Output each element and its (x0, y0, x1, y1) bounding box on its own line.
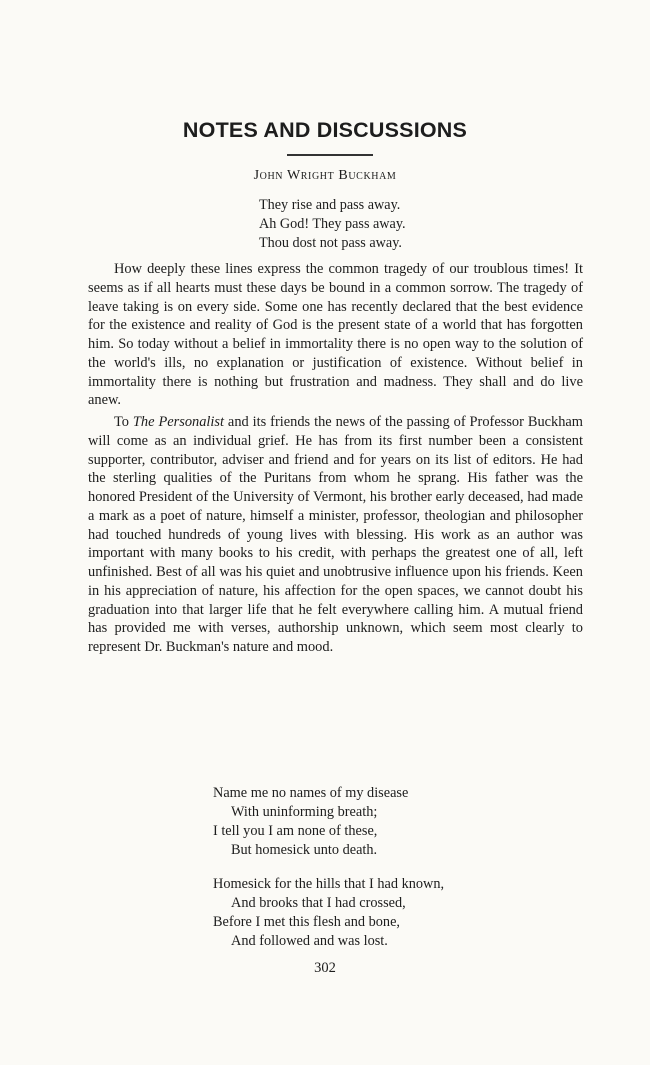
verse-line: And followed and was lost. (231, 933, 388, 949)
article-body (88, 260, 583, 660)
verse-stanza-1 (213, 784, 408, 860)
section-title: NOTES AND DISCUSSIONS (182, 118, 468, 142)
author-name: John Wright Buckham (253, 168, 397, 183)
verse-line: Name me no names of my disease (213, 785, 409, 801)
epigraph-line: Thou dost not pass away. (259, 235, 402, 251)
verse-line: I tell you I am none of these, (213, 823, 378, 839)
paragraph-1: How deeply these lines express the common tragedy of our troublous times! It seems as if all hearts must these days be bound in a common sorrow. The tragedy of leave taking is on every side. Some one has recently declared that the best evidence for the existence and reality of God is the present state of a world that has forgotten him. So today without a belief in immortality there is no open way to the solution of the world's ills, no explanation or justification of existence. Without belief in immortality there is nothing but frustration and madness. They shall and do live anew. (88, 261, 583, 409)
paragraph-2-rest: and its friends the news of the passing of Professor Buckham will come as an individual grief. He has from its first number been a consistent supporter, contributor, adviser and friend and for years on its list of editors. He had the sterling qualities of the Puritans from whom he sprang. His father was the honored President of the University of Vermont, his brother early deceased, had made a mark as a poet of nature, himself a minister, professor, theologian and philosopher had touched hundreds of young lives with blessing. His work as an author was important with many books to his credit, with perhaps the greatest one of all, left unfinished. Best of all was his quiet and unobtrusive influence upon his friends. Keen in his appreciation of nature, his affection for the open spaces, we cannot doubt his graduation into that larger life that he felt everywhere calling him. A mutual friend has provided me with verses, authorship unknown, which seem most clearly to represent Dr. Buckman's nature and mood. (88, 414, 583, 655)
epigraph (259, 196, 406, 253)
verse-line: And brooks that I had crossed, (231, 895, 406, 911)
paragraph-2 (88, 413, 583, 657)
epigraph-line: They rise and pass away. (259, 197, 401, 213)
verse-line: Homesick for the hills that I had known, (213, 876, 445, 892)
verse-line: Before I met this flesh and bone, (213, 914, 400, 930)
paragraph-2-lead: To (114, 414, 133, 430)
page-number: 302 (314, 960, 336, 976)
journal-title: The Personalist (132, 414, 224, 430)
verse-line: But homesick unto death. (231, 842, 378, 858)
verse-stanza-2 (213, 875, 444, 951)
verse-line: With uninforming breath; (231, 804, 378, 820)
title-rule (287, 154, 373, 156)
epigraph-line: Ah God! They pass away. (259, 216, 406, 232)
